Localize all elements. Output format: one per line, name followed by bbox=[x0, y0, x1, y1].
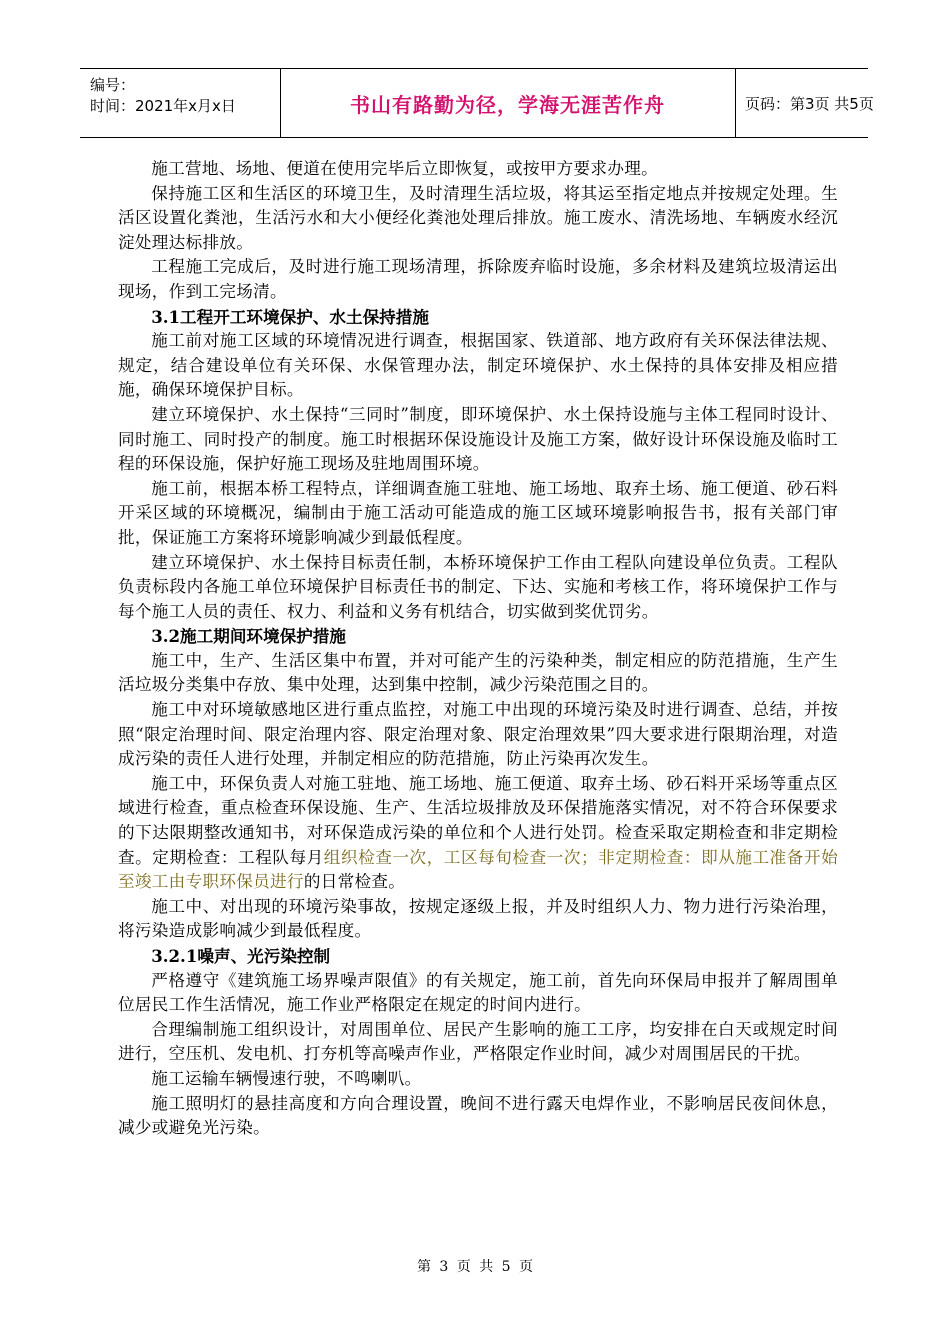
paragraph: 工程施工完成后，及时进行施工现场清理，拆除废弃临时设施，多余材料及建筑垃圾清运出现场，作到工完场清。 bbox=[118, 257, 838, 301]
paragraph: 建立环境保护、水土保持目标责任制，本桥环境保护工作由工程队向建设单位负责。工程队负责标段内各施工单位环境保护目标责任书的制定、下达、实施和考核工作，将环境保护工作与每个施工人员的责任、权力、利益和义务有机结合，切实做到奖优罚劣。 bbox=[118, 552, 838, 621]
paragraph-text: 施工中，环保负责人对施工驻地、施工场地、施工便道、取弃土场、砂石料开采场等重点区域进行检查，重点检查环保设施、生产、生活垃圾排放及环保措施落实情况，对不符合环保要求的下达限期整改通知书，对环保造成污染的单位和个人进行处罚。检查采取定期检查和非定期检查。定期检查：工程队每月 bbox=[118, 773, 838, 867]
section-heading: 3.2施工期间环境保护措施 bbox=[151, 626, 346, 647]
paragraph bbox=[118, 772, 838, 895]
page-header bbox=[80, 68, 874, 138]
paragraph: 保持施工区和生活区的环境卫生，及时清理生活垃圾，将其运至指定地点并按规定处理。生活区设置化粪池，生活污水和大小便经化粪池处理后排放。施工废水、清洗场地、车辆废水经沉淀处理达标排放。 bbox=[118, 183, 838, 252]
document-body bbox=[118, 157, 838, 1141]
document-number-label: 编号： bbox=[90, 76, 136, 94]
header-meta bbox=[80, 69, 280, 137]
paragraph: 合理编制施工组织设计，对周围单位、居民产生影响的施工工序，均安排在白天或规定时间进行，空压机、发电机、打夯机等高噪声作业，严格限定作业时间，减少对周围居民的干扰。 bbox=[118, 1019, 838, 1064]
paragraph: 施工中对环境敏感地区进行重点监控，对施工中出现的环境污染及时进行调查、总结，并按照“限定治理时间、限定治理内容、限定治理对象、限定治理效果”四大要求进行限期治理，对造成污染的责任人进行处理，并制定相应的防范措施，防止污染再次发生。 bbox=[118, 700, 838, 769]
highlighted-text: 组织检查一次，工区每旬检查一次；非定期检查：即从施工准备开始至竣工由专职环保员进行 bbox=[118, 847, 839, 892]
paragraph: 施工运输车辆慢速行驶，不鸣喇叭。 bbox=[151, 1068, 422, 1088]
header-motto: 书山有路勤为径，学海无涯苦作舟 bbox=[350, 92, 665, 117]
paragraph: 施工照明灯的悬挂高度和方向合理设置，晚间不进行露天电焊作业，不影响居民夜间休息，减少或避免光污染。 bbox=[118, 1093, 838, 1138]
header-page-info: 页码：第3页 共5页 bbox=[745, 94, 874, 113]
paragraph: 施工前对施工区域的环境情况进行调查，根据国家、铁道部、地方政府有关环保法律法规、规定，结合建设单位有关环保、水保管理办法，制定环境保护、水土保持的具体安排及相应措施，确保环境保护目标。 bbox=[118, 331, 838, 400]
paragraph: 施工中、对出现的环境污染事故，按规定逐级上报，并及时组织人力、物力进行污染治理，将污染造成影响减少到最低程度。 bbox=[118, 896, 838, 941]
document-date-label: 时间：2021年x月x日 bbox=[90, 97, 236, 115]
section-heading: 3.2.1噪声、光污染控制 bbox=[151, 946, 331, 966]
paragraph: 施工营地、场地、便道在使用完毕后立即恢复，或按甲方要求办理。 bbox=[151, 159, 658, 178]
paragraph: 建立环境保护、水土保持“三同时”制度，即环境保护、水土保持设施与主体工程同时设计、同时施工、同时投产的制度。施工时根据环保设施设计及施工方案，做好设计环保设施及临时工程的环保设施，保护好施工现场及驻地周围环境。 bbox=[118, 404, 838, 474]
paragraph: 施工中，生产、生活区集中布置，并对可能产生的污染种类，制定相应的防范措施，生产生活垃圾分类集中存放、集中处理，达到集中控制，减少污染范围之目的。 bbox=[118, 650, 838, 695]
section-heading: 3.1工程开工环境保护、水土保持措施 bbox=[151, 306, 429, 327]
paragraph: 施工前，根据本桥工程特点，详细调查施工驻地、施工场地、取弃土场、施工便道、砂石料开采区域的环境概况，编制由于施工活动可能造成的施工区域环境影响报告书，报有关部门审批，保证施工方案将环境影响减少到最低程度。 bbox=[118, 478, 838, 547]
page-footer: 第 3 页 共 5 页 bbox=[416, 1259, 534, 1275]
paragraph: 严格遵守《建筑施工场界噪声限值》的有关规定，施工前，首先向环保局申报并了解周围单位居民工作生活情况，施工作业严格限定在规定的时间内进行。 bbox=[118, 970, 838, 1015]
paragraph-text: 的日常检查。 bbox=[303, 872, 406, 892]
